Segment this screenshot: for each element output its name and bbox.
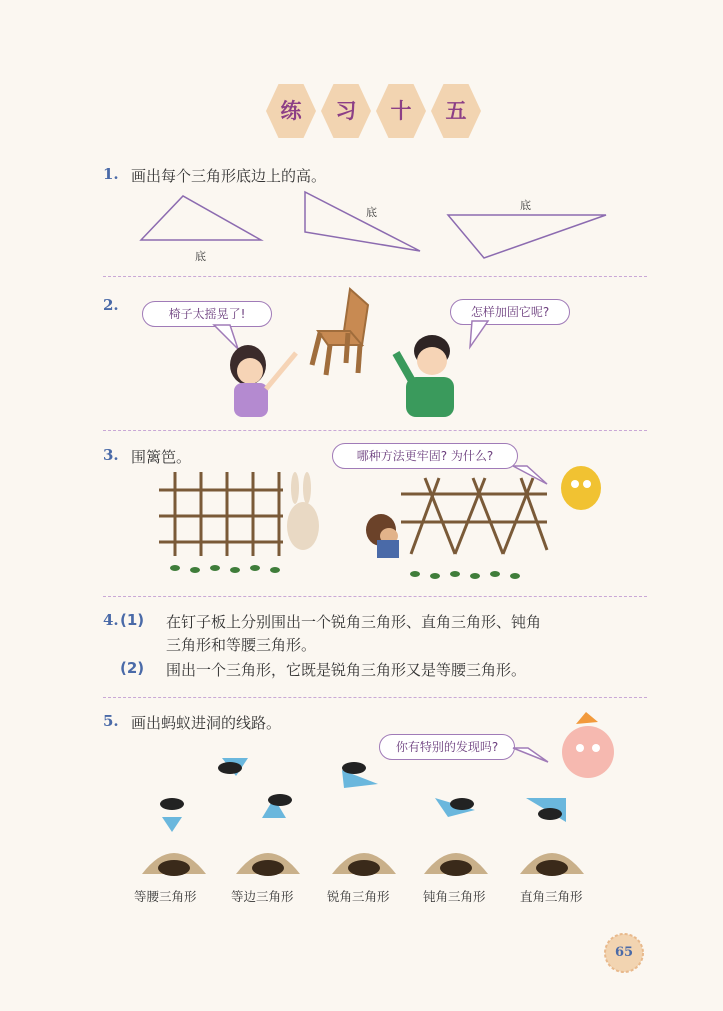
ant-holes (142, 853, 584, 876)
chair-illustration (312, 289, 368, 375)
question-text: 画出每个三角形底边上的高。 (131, 167, 327, 185)
part-label: (2) (120, 659, 145, 677)
section-divider (103, 430, 647, 431)
hole-label: 锐角三角形 (327, 889, 390, 904)
section-divider (103, 596, 647, 597)
question-number: 1. (103, 165, 119, 183)
section-divider (103, 276, 647, 277)
hole-label: 钝角三角形 (423, 889, 486, 904)
question-number: 2. (103, 296, 119, 314)
page-number: 65 (614, 945, 634, 960)
triangle-3 (448, 215, 606, 258)
base-label: 底 (366, 206, 377, 219)
bubble-tail (513, 466, 547, 484)
girl-illustration (230, 345, 296, 417)
question-text: 画出蚂蚁进洞的线路。 (131, 714, 282, 732)
triangle-2 (305, 192, 420, 251)
speech-bubble: 你有特别的发现吗? (379, 734, 515, 760)
ant-on-acute-triangle (218, 758, 248, 776)
ant-holes-illustration (130, 712, 630, 882)
peach-mascot-illustration (562, 712, 614, 778)
question-number: 5. (103, 712, 119, 730)
ant-on-equilateral-triangle (262, 794, 292, 818)
chair-scene-illustration (200, 283, 490, 423)
bubble-tail (513, 748, 548, 762)
question-number: 4. (103, 611, 119, 629)
title-char: 五 (445, 98, 467, 123)
sprouts (170, 565, 520, 579)
question-text: 围篱笆。 (131, 448, 192, 466)
fence-illustration (155, 464, 625, 592)
base-label: 底 (520, 199, 531, 212)
monkey-illustration (366, 514, 399, 558)
potato-mascot-illustration (561, 466, 601, 510)
question-text: 在钉子板上分别围出一个锐角三角形、直角三角形、钝角 (166, 613, 542, 631)
hole-label: 等边三角形 (231, 889, 294, 904)
title-char: 十 (390, 98, 412, 123)
title-char: 练 (280, 98, 302, 123)
question-number: 3. (103, 446, 119, 464)
ant-on-isosceles-triangle (160, 798, 184, 832)
triangle-1 (141, 196, 261, 240)
ant-on-obtuse-triangle (435, 798, 475, 817)
title-char: 习 (335, 98, 357, 123)
hole-label: 直角三角形 (520, 889, 583, 904)
bubble-tail (470, 321, 488, 347)
speech-bubble: 哪种方法更牢固? 为什么? (332, 443, 518, 469)
part-label: (1) (120, 611, 145, 629)
hole-label: 等腰三角形 (134, 889, 197, 904)
boy-illustration (396, 335, 454, 417)
ant-on-acute-triangle-2 (342, 762, 378, 788)
rabbit-illustration (287, 472, 319, 550)
question-text: 三角形和等腰三角形。 (166, 636, 317, 654)
speech-bubble: 怎样加固它呢? (450, 299, 570, 325)
grid-fence (159, 472, 283, 556)
question-text: 围出一个三角形，它既是锐角三角形又是等腰三角形。 (166, 661, 527, 679)
bubble-tail (214, 325, 238, 349)
section-divider (103, 697, 647, 698)
ant-on-right-triangle (526, 798, 566, 822)
triangle-fence (401, 478, 547, 554)
speech-bubble: 椅子太摇晃了! (142, 301, 272, 327)
base-label: 底 (195, 250, 206, 263)
